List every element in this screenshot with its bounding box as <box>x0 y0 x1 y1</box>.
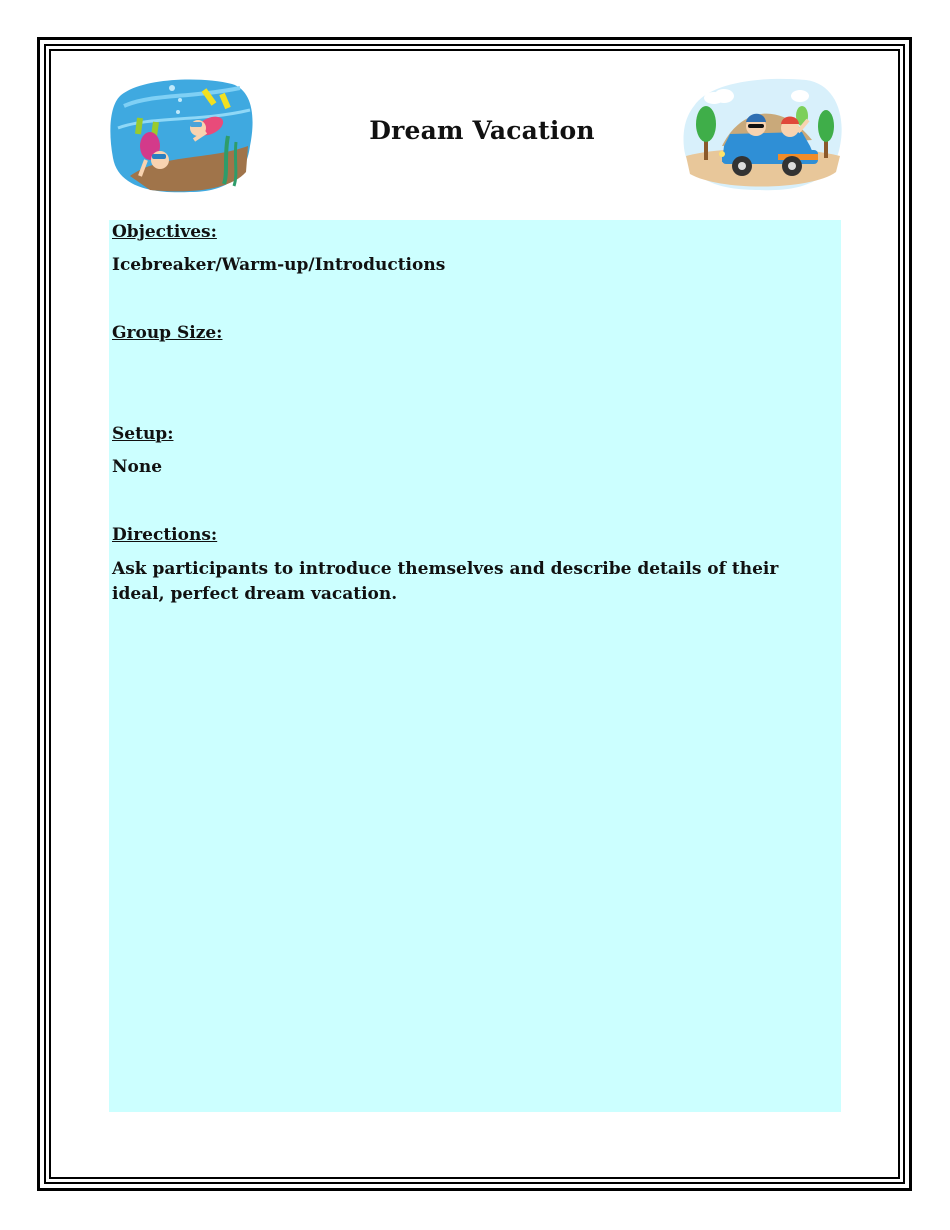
objectives-value: Icebreaker/Warm-up/Introductions <box>112 255 446 275</box>
group-size-label: Group Size: <box>112 323 223 343</box>
setup-label: Setup: <box>112 424 174 444</box>
setup-value: None <box>112 457 163 477</box>
directions-label: Directions: <box>112 525 218 545</box>
road-trip-car-icon <box>682 76 844 192</box>
objectives-label: Objectives: <box>112 222 217 242</box>
activity-panel <box>109 220 841 1112</box>
page-title: Dream Vacation <box>369 116 595 145</box>
directions-value: Ask participants to introduce themselves and describe details of their ideal, perfect dream vacation. <box>112 559 779 604</box>
snorkeling-divers-icon <box>110 76 254 194</box>
